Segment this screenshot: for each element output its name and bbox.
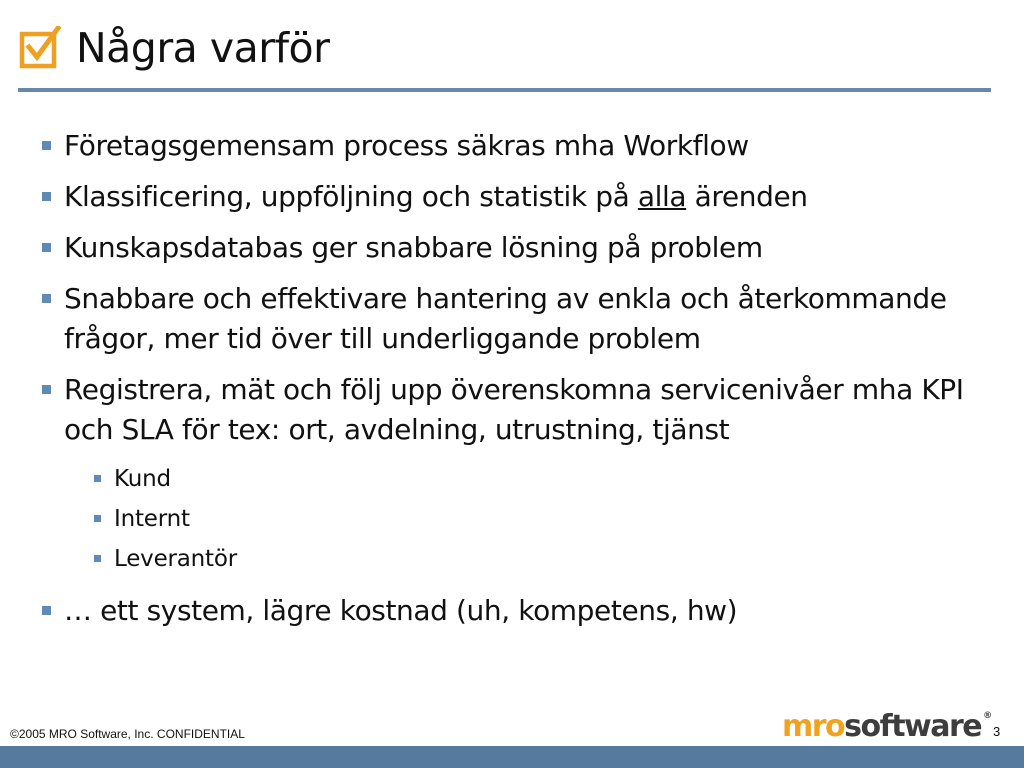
bullet-list (40, 126, 980, 642)
bullet-text-end: ärenden (686, 180, 808, 213)
slide-title: Några varför (76, 24, 330, 72)
square-bullet-icon (42, 141, 51, 150)
bullet-text (64, 177, 980, 217)
sub-bullet-item (40, 501, 980, 537)
square-bullet-icon (42, 606, 51, 615)
bullet-item (40, 279, 980, 359)
bullet-text: Företagsgemensam process säkras mha Workflow (64, 129, 749, 162)
mro-software-logo (782, 709, 993, 744)
square-bullet-icon (42, 294, 51, 303)
page-number: 3 (993, 724, 1001, 739)
footer-bar (0, 746, 1024, 768)
sub-bullet-item (40, 541, 980, 577)
title-divider (18, 88, 991, 92)
bullet-text: Registrera, mät och följ upp överenskomna servicenivåer mha KPI och SLA för tex: ort, avdelning, utrustning, tjänst (64, 373, 964, 446)
logo-mro-text: mro (782, 709, 845, 744)
square-bullet-icon (94, 515, 101, 522)
logo-trademark: ® (983, 711, 993, 721)
square-bullet-icon (94, 475, 101, 482)
bullet-item (40, 126, 980, 166)
sub-bullet-item (40, 461, 980, 497)
sub-bullet-text: Internt (114, 506, 190, 532)
square-bullet-icon (94, 555, 101, 562)
square-bullet-icon (42, 192, 51, 201)
sub-bullet-text: Leverantör (114, 546, 237, 572)
bullet-item (40, 591, 980, 631)
sub-bullet-text: Kund (114, 466, 171, 492)
bullet-text: … ett system, lägre kostnad (uh, kompetens, hw) (64, 594, 738, 627)
copyright-notice: ©2005 MRO Software, Inc. CONFIDENTIAL (10, 727, 245, 741)
bullet-item (40, 228, 980, 268)
bullet-text: Kunskapsdatabas ger snabbare lösning på problem (64, 231, 763, 264)
bullet-item (40, 177, 980, 217)
bullet-text: Snabbare och effektivare hantering av enkla och återkommande frågor, mer tid över till underliggande problem (64, 282, 947, 355)
square-bullet-icon (42, 385, 51, 394)
bullet-text-start: Klassificering, uppföljning och statistik på (64, 180, 638, 213)
square-bullet-icon (42, 243, 51, 252)
emphasized-word: alla (637, 180, 687, 213)
checkbox-check-icon (18, 26, 62, 70)
logo-software-text: software (844, 709, 982, 744)
bullet-item (40, 370, 980, 450)
